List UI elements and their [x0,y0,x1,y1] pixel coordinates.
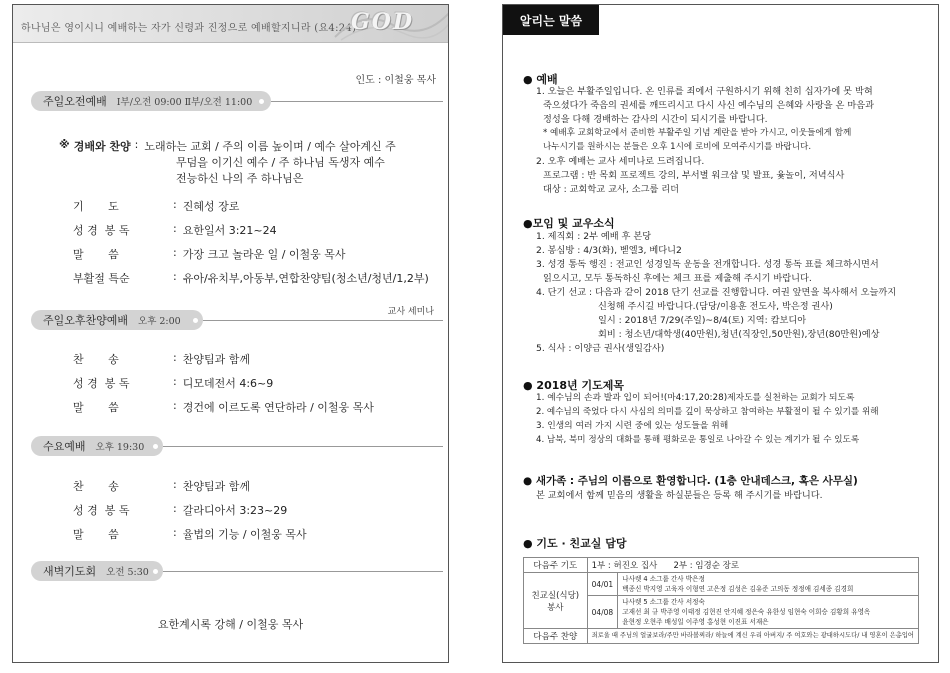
section-title: 수요예배 [43,440,86,453]
meetings-heading: ●모임 및 교우소식 [523,217,615,230]
duty-line: 나사렛 4 소그룹 간사 박은정 [622,575,705,583]
announcement-line: 회비 : 청소년/대학생(40만원),청년(직장인,50만원),장년(80만원)예상 [598,329,880,340]
announcement-line: * 예배후 교회학교에서 준비한 부활주일 기념 계란을 받아 가시고, 이웃들에게 함께 [543,128,852,138]
duty-heading: ● 기도 · 친교실 담당 [523,537,627,550]
sunday-afternoon-header [31,310,443,330]
sunday-morning-header [31,91,443,111]
right-page [502,4,939,663]
row-label: 부활절 특순 [73,272,130,285]
section-title: 주일오전예배 [43,95,107,108]
prayer-heading: ● 2018년 기도제목 [523,379,625,392]
god-logo: GOD [351,9,415,35]
fellowship-label: 봉사 [547,602,564,613]
row-label: 말 씀 [73,248,119,261]
table-cell [618,596,919,629]
announcement-line: 대상 : 교회학교 교사, 소그룹 리더 [543,184,679,195]
sermon-row: 말 씀 : 율법의 기능 / 이철웅 목사 [73,526,307,541]
table-row [524,558,919,573]
duty-line: 고재선 최 규 박주영 이태정 김현진 안지혜 정은숙 유한성 임현숙 이희승 김황희 유영옥 [622,608,871,616]
sermon-row: 말 씀 : 경건에 이르도록 연단하라 / 이철웅 목사 [73,399,374,414]
section-time: 오후 19:30 [95,442,145,453]
table-cell: 다음주 기도 [524,558,588,573]
announcement-line: 프로그램 : 반 목회 프로젝트 강의, 부서별 워크샵 및 발표, 윷놀이, 저녁식사 [543,170,845,181]
announcement-line: 4. 단기 선교 : 다음과 같이 2018 단기 선교를 진행합니다. 여권 앞면을 복사해서 오늘까지 [536,287,897,298]
worship-row-cont [176,154,385,170]
announcement-line: 신청해 주시길 바랍니다.(담당/이용훈 전도사, 박은정 권사) [598,301,833,312]
fellowship-label: 친교실(식당) [531,590,580,601]
prayer-row: 기 도 : 진혜성 장로 [73,198,240,213]
row-value: 찬양팀과 함께 [182,353,250,366]
worship-row-cont [176,170,303,186]
row-label: 경배와 찬양 [73,140,131,153]
special-row: 부활절 특순 : 유아/유치부,아동부,연합찬양팀(청소년/청년/1,2부) [73,270,429,285]
note-mark: ※ [59,138,70,151]
row-value: 디모데전서 4:6~9 [182,377,274,390]
announcement-line: 4. 남북, 북미 정상의 대화를 통해 평화로운 통일로 나아갈 수 있는 계기가 될 수 있도록 [536,435,860,445]
announcements-tab: 알리는 말씀 [503,5,599,35]
announcement-line: 죽으셨다가 죽음의 권세를 깨뜨리시고 다시 사신 예수님의 은혜와 사랑을 온 마음과 [543,100,874,111]
announcement-line: 5. 식사 : 이양금 권사(생일감사) [536,343,665,354]
table-cell: 죄로울 때 주님의 얼굴보라/주만 바라볼찌라/ 하늘에 계신 우리 아버지/ 주 여호와는 광대하시도다/ 내 영혼이 은총입어 [587,629,918,644]
announcement-line: 1. 제직회 : 2부 예배 후 본당 [536,231,652,242]
announcement-line: 읽으시고, 모두 통독하신 후에는 체크 표를 제출해 주시기 바랍니다. [543,273,812,284]
dawn-text: 요한계시록 강해 / 이철웅 목사 [157,618,304,631]
row-value: 유아/유치부,아동부,연합찬양팀(청소년/청년/1,2부) [182,272,429,285]
announcement-line: 일시 : 2018년 7/29(주일)~8/4(토) 지역: 캄보디아 [598,315,807,326]
row-label: 말 씀 [73,528,119,541]
scripture-row: 성 경 봉 독 : 디모데전서 4:6~9 [73,375,274,390]
row-value: 갈라디아서 3:23~29 [182,504,288,517]
row-value: 찬양팀과 함께 [182,480,250,493]
row-label: 찬 송 [73,480,119,493]
announcement-line: 2. 봉심방 : 4/3(화), 벧엘3, 베다니2 [536,245,682,256]
row-value: 요한일서 3:21~24 [182,224,277,237]
newcomer-heading: ● 새가족 : 주님의 이름으로 환영합니다. (1층 안내데스크, 혹은 사무실) [523,475,858,487]
section-time: 오후 2:00 [138,316,181,327]
row-label: 성 경 봉 독 [73,377,130,390]
row-label: 성 경 봉 독 [73,504,130,517]
section-time: 오전 5:30 [106,567,149,578]
row-value: 무덤을 이기신 예수 / 주 하나님 독생자 예수 [176,156,385,169]
hymn-row: 찬 송 : 찬양팀과 함께 [73,351,250,366]
row-value: 율법의 기능 / 이철웅 목사 [182,528,307,541]
sermon-row: 말 씀 : 가장 크고 놀라운 일 / 이철웅 목사 [73,246,346,261]
section-time: Ⅰ부/오전 09:00 Ⅱ부/오전 11:00 [116,97,253,108]
table-cell: 04/08 [587,596,618,629]
scripture-row: 성 경 봉 독 : 갈라디아서 3:23~29 [73,502,288,517]
row-label: 찬 송 [73,353,119,366]
newcomer-line: 본 교회에서 함께 믿음의 생활을 하실분들은 등록 해 주시기를 바랍니다. [536,490,823,501]
wednesday-header [31,436,443,456]
row-value: 가장 크고 놀라운 일 / 이철웅 목사 [182,248,346,261]
announcement-line: 3. 인생의 여러 가지 시련 중에 있는 성도들을 위해 [536,421,729,431]
announcement-line: 나누시기를 원하시는 분들은 오후 1시에 로비에 모여주시기를 바랍니다. [543,142,812,152]
table-cell: 다음주 찬양 [524,629,588,644]
header-banner [13,5,448,43]
row-label: 성 경 봉 독 [73,224,130,237]
left-page [12,4,449,663]
row-value: 경건에 이르도록 연단하라 / 이철웅 목사 [182,401,374,414]
duty-line: 나사렛 5 소그룹 간사 서정숙 [622,598,705,606]
announcement-line: 1. 오늘은 부활주일입니다. 온 인류를 죄에서 구원하시기 위해 친히 십자가에 못 박혀 [536,86,873,97]
announcement-line: 2. 예수님의 죽었다 다시 사심의 의미를 깊이 묵상하고 참여하는 부활절이 될 수 있기를 위해 [536,407,879,417]
seminar-note: 교사 세미나 [387,307,434,317]
hymn-row: 찬 송 : 찬양팀과 함께 [73,478,250,493]
table-cell [524,573,588,629]
announcement-line: 2. 오후 예배는 교사 세미나로 드려집니다. [536,156,705,167]
scripture-row: 성 경 봉 독 : 요한일서 3:21~24 [73,222,277,237]
worship-heading: ● 예배 [523,73,558,86]
announcement-line: 정성을 다해 경배하는 감사의 시간이 되시기를 바랍니다. [543,114,768,125]
row-label: 기 도 [73,200,119,213]
announcement-line: 3. 성경 통독 행진 : 전교인 성경일독 운동을 전개합니다. 성경 통독 표를 체크하시면서 [536,259,879,270]
row-value: 전능하신 나의 주 하나님은 [176,172,304,185]
table-cell: 04/01 [587,573,618,596]
banner-verse: 하나님은 영이시니 예배하는 자가 신령과 진정으로 예배할지니라 (요4:24) [21,23,357,34]
duty-line: 윤현정 오현주 배성일 이주영 홍성현 이진표 서재은 [622,618,769,626]
row-value: 진혜성 장로 [182,200,240,213]
table-cell: 1부 : 허진오 집사 2부 : 임경순 장로 [587,558,918,573]
table-cell [618,573,919,596]
duty-line: 백종신 박지영 고육자 이형연 고은정 김성은 김유준 고의동 정정애 김세종 김경희 [622,585,854,593]
table-row [524,573,919,596]
duty-table [523,557,919,644]
row-label: 말 씀 [73,401,119,414]
table-row [524,629,919,644]
worship-row: ※ 경배와 찬양 : 노래하는 교회 / 주의 이름 높이며 / 예수 살아계신 주 [59,138,396,153]
row-value: 노래하는 교회 / 주의 이름 높이며 / 예수 살아계신 주 [144,140,396,153]
dawn-header [31,561,443,581]
section-title: 새벽기도회 [43,565,97,578]
announcement-line: 1. 예수님의 손과 발과 입이 되어!(마4:17,20:28)제자도를 실천하는 교회가 되도록 [536,393,855,403]
section-title: 주일오후찬양예배 [43,314,129,327]
leader-text: 인도 : 이철웅 목사 [355,75,436,86]
